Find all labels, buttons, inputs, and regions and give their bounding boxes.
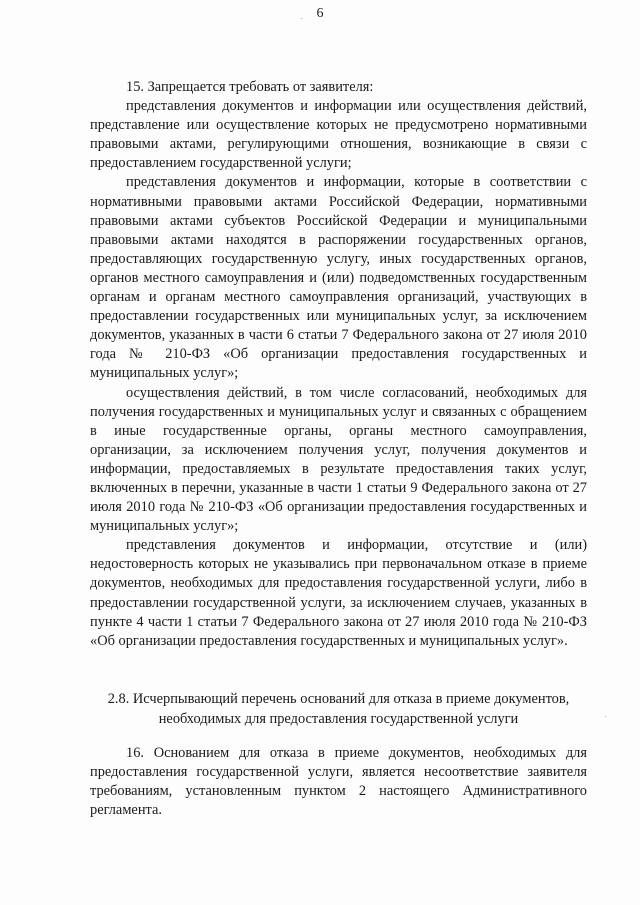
- scan-speck: ·: [300, 14, 303, 23]
- item-15-paragraph-a: представления документов и информации или осуществления действий, представление или осуществление которых не предусмотрено нормативными правовыми актами, регулирующими отношения, возникающие в связи с предоставлением государственной услуги;: [90, 98, 587, 172]
- item-15-paragraph-c: осуществления действий, в том числе согласований, необходимых для получения государственных и муниципальных услуг и связанных с обращением в иные государственные органы, органы местного самоуправления, организации, за исключением получения услуг, получения документов и информации, предоставляемых в результате предоставления таких услуг, включенных в перечни, указанные в части 1 статьи 9 Федерального закона от 27 июля 2010 года № 210-ФЗ «Об организации предоставления государственных и муниципальных услуг»;: [90, 384, 587, 535]
- item-16-paragraph: 16. Основанием для отказа в приеме документов, необходимых для предоставления государственной услуги, является несоответствие заявителя требованиям, установленным пунктом 2 настоящего Административного регламента.: [90, 745, 587, 819]
- item-15-paragraph-d: представления документов и информации, отсутствие и (или) недостоверность которых не указывались при первоначальном отказе в приеме документов, необходимых для предоставления государственной услуги, либо в предоставлении государственной услуги, за исключением случаев, указанных в пункте 4 части 1 статьи 7 Федерального закона от 27 июля 2010 года № 210-ФЗ «Об организации предоставления государственных и муниципальных услуг».: [90, 537, 587, 649]
- item-15-paragraph-b: представления документов и информации, которые в соответствии с нормативными правовыми актами Российской Федерации, нормативными правовыми актами субъектов Российской Федерации и муниципальными правовыми актами находятся в распоряжении государственных органов, предоставляющих государственную услугу, иных государственных органов, органов местного самоуправления и (или) подведомственных государственным органам и органам местного самоуправления организаций, участвующих в предоставлении государственных или муниципальных услуг, за исключением документов, указанных в части 6 статьи 7 Федерального закона от 27 июля 2010 года № 210-ФЗ «Об организации предоставления государственных и муниципальных услуг»;: [90, 174, 587, 382]
- section-heading: [90, 690, 587, 729]
- section-heading-line-2: необходимых для предоставления государственной услуги: [158, 710, 519, 727]
- section-heading-line-1: 2.8. Исчерпывающий перечень оснований для отказа в приеме документов,: [107, 691, 570, 707]
- scan-speck: ·: [604, 712, 607, 721]
- item-16-block: [90, 744, 587, 820]
- page-number: 6: [316, 6, 324, 21]
- item-15-block: [90, 78, 587, 651]
- item-15-intro: 15. Запрещается требовать от заявителя:: [126, 79, 374, 95]
